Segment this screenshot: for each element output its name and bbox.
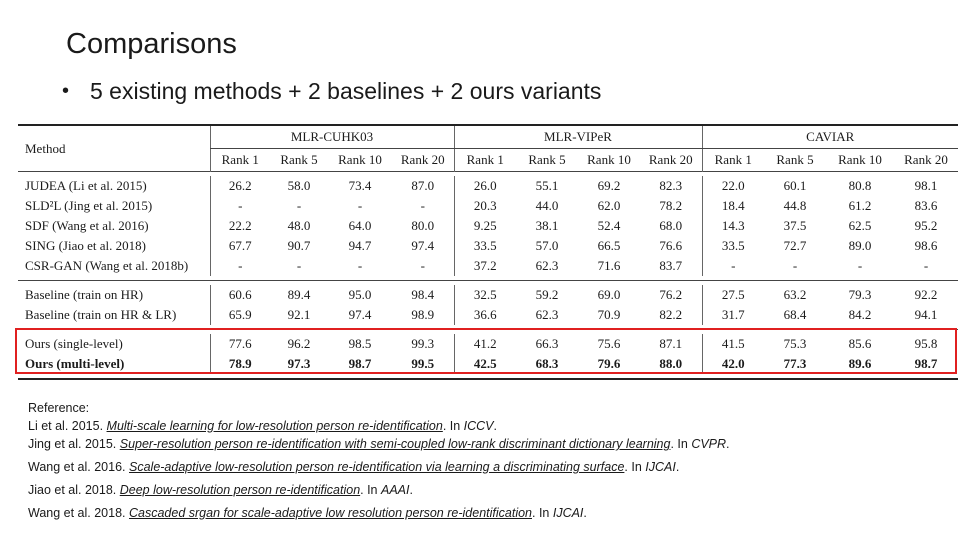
dataset-group-header: CAVIAR [702,126,958,149]
rank-column-header: Rank 1 [210,149,270,172]
score-cell: 83.6 [914,198,938,213]
reference-mid: . In [624,460,646,474]
score-cell: 77.6 [210,334,270,354]
rank-column-header: Rank 10 [587,152,631,167]
score-cell: 62.3 [535,307,559,322]
table-group-header-row [18,126,958,149]
score-cell: 66.3 [535,336,559,351]
reference-prefix: Wang et al. 2016. [28,460,129,474]
score-cell: 68.0 [659,218,683,233]
score-cell: 9.25 [454,216,516,236]
score-cell: 78.9 [210,354,270,374]
score-cell: 84.2 [848,307,872,322]
score-cell: 38.1 [535,218,559,233]
score-cell: 75.3 [783,336,807,351]
score-cell: 67.7 [210,236,270,256]
score-cell: 65.9 [210,305,270,325]
score-cell: 78.2 [659,198,683,213]
score-cell: 33.5 [702,236,764,256]
score-cell: 98.4 [411,287,435,302]
existing-method-row [18,236,958,256]
bullet-text: 5 existing methods + 2 baselines + 2 ours variants [90,78,602,104]
dataset-group-header: MLR-CUHK03 [210,126,454,149]
score-cell: - [210,196,270,216]
reference-item [28,416,730,434]
score-cell: 69.0 [597,287,621,302]
score-cell: 60.6 [210,285,270,305]
score-cell: 97.4 [411,238,435,253]
reference-mid: . In [532,506,553,520]
bullet-point [62,78,601,105]
score-cell: - [210,256,270,276]
score-cell: 44.8 [783,198,807,213]
score-cell: - [357,198,363,213]
score-cell: 75.6 [597,336,621,351]
results-table [18,124,958,380]
reference-end: . [675,460,680,474]
score-cell: 62.3 [535,258,559,273]
score-cell: 68.3 [535,356,559,371]
score-cell: - [357,258,363,273]
reference-item [28,457,730,480]
score-cell: 98.9 [411,307,435,322]
score-cell: 68.4 [783,307,807,322]
score-cell: 79.6 [597,356,621,371]
existing-method-row [18,216,958,236]
score-cell: 44.0 [535,198,559,213]
dataset-group-header: MLR-VIPeR [454,126,702,149]
reference-venue: AAAI [380,483,410,497]
score-cell: 20.3 [454,196,516,216]
baseline-row [18,285,958,305]
reference-title-link[interactable]: Cascaded srgan for scale-adaptive low resolution person re-identification [129,506,532,520]
score-cell: 26.2 [210,176,270,196]
score-cell: 57.0 [535,238,559,253]
references [28,398,730,526]
ours-row [18,354,958,374]
score-cell: 42.0 [702,354,764,374]
score-cell: - [792,258,798,273]
rank-column-header: Rank 1 [702,149,764,172]
reference-title-link[interactable]: Multi-scale learning for low-resolution person re-identification [106,419,443,433]
method-name-cell: CSR-GAN (Wang et al. 2018b) [25,258,189,273]
score-cell: 98.7 [914,356,938,371]
score-cell: 77.3 [783,356,807,371]
reference-end: . [409,483,413,497]
reference-item [28,434,730,457]
score-cell: 99.5 [411,356,435,371]
score-cell: 36.6 [454,305,516,325]
method-name-cell: SDF (Wang et al. 2016) [25,218,149,233]
reference-mid: . In [360,483,381,497]
score-cell: 95.2 [914,218,938,233]
score-cell: 90.7 [287,238,311,253]
score-cell: 26.0 [454,176,516,196]
score-cell: 97.3 [287,356,311,371]
score-cell: 98.6 [914,238,938,253]
score-cell: 58.0 [287,178,311,193]
score-cell: 97.4 [348,307,372,322]
score-cell: 82.3 [659,178,683,193]
score-cell: 64.0 [348,218,372,233]
reference-venue: CVPR [691,437,727,451]
rank-column-header: Rank 5 [776,152,814,167]
score-cell: 63.2 [783,287,807,302]
reference-venue: IJCAI [552,506,584,520]
score-cell: 37.5 [783,218,807,233]
reference-title-link[interactable]: Super-resolution person re-identification with semi-coupled low-rank discriminant dictionary learning [119,437,671,451]
ours-row [18,334,958,354]
rank-column-header: Rank 10 [338,152,382,167]
method-name-cell: JUDEA (Li et al. 2015) [25,178,147,193]
score-cell: 41.2 [454,334,516,354]
score-cell: 79.3 [848,287,872,302]
score-cell: 89.4 [287,287,311,302]
rank-column-header: Rank 10 [838,152,882,167]
score-cell: 27.5 [702,285,764,305]
reference-prefix: Wang et al. 2018. [28,506,129,520]
score-cell: 76.2 [659,287,683,302]
score-cell: 73.4 [348,178,372,193]
rank-column-header: Rank 20 [904,152,948,167]
score-cell: 69.2 [597,178,621,193]
rank-column-header: Rank 5 [280,152,318,167]
score-cell: - [420,258,425,273]
score-cell: 76.6 [659,238,683,253]
score-cell: 98.5 [348,336,372,351]
score-cell: 85.6 [848,336,872,351]
score-cell: 59.2 [535,287,559,302]
score-cell: 89.6 [848,356,872,371]
score-cell: 88.0 [659,356,683,371]
reference-prefix: Jing et al. 2015. [28,437,120,451]
reference-venue: ICCV [463,419,494,433]
score-cell: 32.5 [454,285,516,305]
score-cell: 22.2 [210,216,270,236]
score-cell: - [857,258,863,273]
score-cell: 82.2 [659,307,683,322]
score-cell: 87.1 [659,336,683,351]
score-cell: 94.1 [914,307,938,322]
score-cell: 42.5 [454,354,516,374]
score-cell: - [923,258,929,273]
score-cell: 94.7 [348,238,372,253]
reference-title-link[interactable]: Scale-adaptive low-resolution person re-identification via learning a discriminating surface [129,460,625,474]
reference-title-link[interactable]: Deep low-resolution person re-identification [119,483,361,497]
score-cell: 89.0 [848,238,872,253]
score-cell: 95.8 [914,336,938,351]
score-cell: 96.2 [287,336,311,351]
reference-mid: . In [670,437,692,451]
method-name-cell: Ours (multi-level) [25,356,125,371]
rank-column-header: Rank 5 [528,152,566,167]
score-cell: 37.2 [454,256,516,276]
score-cell: - [702,256,764,276]
score-cell: 22.0 [702,176,764,196]
score-cell: 87.0 [411,178,435,193]
rank-column-header: Rank 20 [400,152,445,167]
results-table-wrapper [18,124,958,380]
score-cell: 48.0 [287,218,311,233]
score-cell: 66.5 [597,238,621,253]
score-cell: 55.1 [535,178,559,193]
score-cell: 18.4 [702,196,764,216]
score-cell: 14.3 [702,216,764,236]
score-cell: - [296,258,302,273]
score-cell: 83.7 [659,258,683,273]
score-cell: 62.5 [848,218,872,233]
score-cell: 33.5 [454,236,516,256]
method-name-cell: Baseline (train on HR & LR) [25,307,177,322]
method-name-cell: SLD²L (Jing et al. 2015) [25,198,153,213]
existing-method-row [18,176,958,196]
score-cell: 31.7 [702,305,764,325]
reference-item [28,503,730,526]
score-cell: 80.8 [848,178,872,193]
reference-end: . [493,419,498,433]
references-heading: Reference: [28,401,90,415]
score-cell: 70.9 [597,307,621,322]
method-name-cell: Baseline (train on HR) [25,287,144,302]
rank-column-header: Rank 1 [454,149,516,172]
slide-title: Comparisons [66,28,237,60]
reference-end: . [583,506,587,520]
reference-item [28,480,730,503]
score-cell: 80.0 [411,218,435,233]
method-name-cell: Ours (single-level) [25,336,123,351]
method-column-header: Method [25,140,66,156]
score-cell: 98.7 [348,356,372,371]
existing-method-row [18,256,958,276]
reference-prefix: Jiao et al. 2018. [28,483,120,497]
reference-end: . [726,437,730,451]
rank-column-header: Rank 20 [648,152,693,167]
score-cell: 98.1 [914,178,938,193]
table-bottom-rule [18,379,958,380]
score-cell: 62.0 [597,198,621,213]
baseline-row [18,305,958,325]
score-cell: 61.2 [848,198,872,213]
score-cell: 72.7 [783,238,807,253]
score-cell: - [296,198,302,213]
score-cell: 92.2 [914,287,938,302]
existing-method-row [18,196,958,216]
bullet-icon: • [62,80,70,102]
score-cell: 60.1 [783,178,807,193]
reference-mid: . In [442,419,464,433]
score-cell: 92.1 [287,307,311,322]
method-name-cell: SING (Jiao et al. 2018) [25,238,146,253]
score-cell: 41.5 [702,334,764,354]
reference-prefix: Li et al. 2015. [28,419,107,433]
score-cell: 71.6 [597,258,621,273]
score-cell: 95.0 [348,287,372,302]
reference-venue: IJCAI [645,460,676,474]
score-cell: 99.3 [411,336,435,351]
score-cell: - [420,198,425,213]
score-cell: 52.4 [597,218,621,233]
